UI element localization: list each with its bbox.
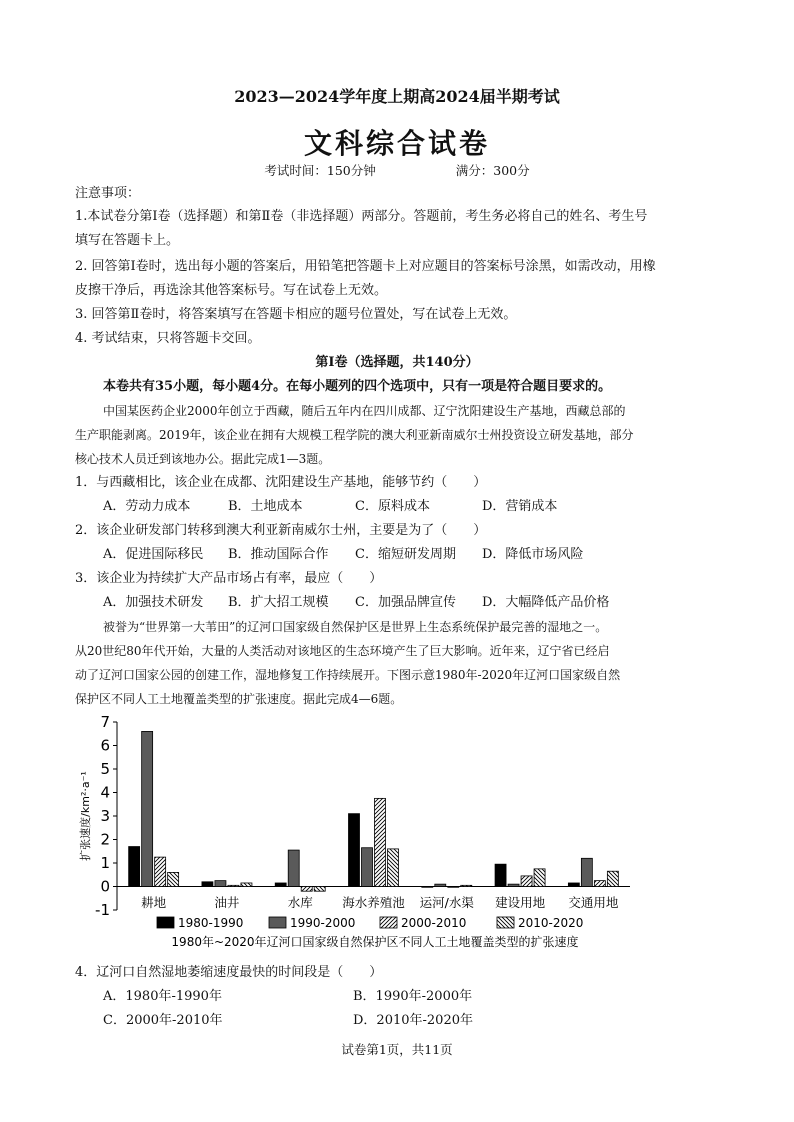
category-label: 交通用地: [568, 895, 619, 910]
exam-time: 考试时间：150分钟: [264, 163, 376, 178]
option: D．大幅降低产品价格: [482, 595, 610, 610]
question-stem: 3．该企业为持续扩大产品市场占有率，最应（ ）: [75, 571, 383, 586]
notice-line: 填写在答题卡上。: [75, 233, 180, 248]
notice-line: 1.本试卷分第Ⅰ卷（选择题）和第Ⅱ卷（非选择题）两部分。答题前，考生务必将自己的姓名、考生号: [75, 209, 648, 224]
question-stem: 2．该企业研发部门转移到澳大利亚新南威尔士州，主要是为了（ ）: [75, 523, 487, 538]
bar-1990-2000: [288, 850, 299, 886]
bar-2000-2010: [521, 876, 532, 887]
option: D．降低市场风险: [482, 547, 584, 562]
notice-line: 皮擦干净后，再选涂其他答案标号。写在试卷上无效。: [75, 283, 388, 298]
bar-1980-1990: [495, 864, 506, 886]
legend-swatch: [269, 917, 286, 928]
option: A．促进国际移民: [103, 547, 204, 562]
bar-1980-1990: [568, 883, 579, 887]
y-tick-label: 1: [100, 854, 110, 872]
y-tick-label: 6: [100, 736, 110, 755]
option: C．2000年-2010年: [103, 1013, 223, 1028]
chart-axes: [95, 713, 630, 919]
paper-title: 文科综合试卷: [303, 127, 490, 160]
legend-label: 2000-2010: [401, 916, 467, 930]
bar-1990-2000: [435, 884, 446, 886]
bar-2010-2020: [534, 869, 545, 887]
bar-2010-2020: [168, 872, 179, 886]
category-label: 建设用地: [495, 895, 546, 910]
bar-2010-2020: [241, 883, 252, 887]
question-stem: 4．辽河口自然湿地萎缩速度最快的时间段是（ ）: [75, 965, 383, 980]
bar-1990-2000: [362, 848, 373, 887]
bar-1980-1990: [202, 882, 213, 887]
category-label: 油井: [214, 895, 240, 910]
bar-1980-1990: [422, 887, 433, 888]
bar-2000-2010: [448, 887, 459, 888]
category-label: 耕地: [141, 895, 167, 910]
bar-2000-2010: [594, 881, 605, 887]
chart-category-labels: [141, 895, 619, 910]
bar-2000-2010: [228, 885, 239, 886]
y-tick-label: 4: [100, 783, 110, 802]
category-label: 运河/水渠: [419, 895, 474, 910]
bar-2010-2020: [607, 871, 618, 886]
option: B．推动国际合作: [228, 547, 329, 562]
exam-meta: [0, 162, 794, 180]
category-label: 水库: [287, 895, 313, 910]
option: C．原料成本: [355, 499, 430, 514]
passage-line: 被誉为“世界第一大苇田”的辽河口国家级自然保护区是世界上生态系统保护最完善的湿地之一。: [103, 620, 608, 634]
bar-1980-1990: [349, 814, 360, 887]
y-tick-label: 7: [100, 713, 110, 731]
question-stem: 1．与西藏相比，该企业在成都、沈阳建设生产基地，能够节约（ ）: [75, 475, 487, 490]
legend-swatch: [497, 917, 514, 928]
bar-1980-1990: [129, 847, 140, 887]
option: B．土地成本: [228, 499, 303, 514]
chart-title: 1980年~2020年辽河口国家级自然保护区不同人工土地覆盖类型的扩张速度: [171, 935, 579, 949]
section-instruction: 本卷共有35小题，每小题4分。在每小题列的四个选项中，只有一项是符合题目要求的。: [103, 379, 612, 394]
option: D．2010年-2020年: [353, 1013, 473, 1028]
option: D．营销成本: [482, 499, 558, 514]
chart-legend: [157, 916, 583, 930]
notice-line: 2. 回答第Ⅰ卷时，选出每小题的答案后，用铅笔把答题卡上对应题目的答案标号涂黑，如需改动，用橡: [75, 259, 656, 274]
bar-1980-1990: [275, 883, 286, 887]
passage-line: 核心技术人员迁到该地办公。据此完成1—3题。: [75, 452, 331, 466]
y-tick-label: 0: [100, 877, 110, 896]
passage-line: 中国某医药企业2000年创立于西藏，随后五年内在四川成都、辽宁沈阳建设生产基地，西藏总部的: [103, 404, 626, 418]
bar-1990-2000: [581, 858, 592, 886]
notice-line: 3. 回答第Ⅱ卷时，将答案填写在答题卡相应的题号位置处，写在试卷上无效。: [75, 307, 517, 322]
y-tick-label: -1: [95, 901, 110, 919]
legend-label: 1990-2000: [290, 916, 356, 930]
exam-title: 2023—2024学年度上期高2024届半期考试: [234, 87, 560, 106]
option: B．扩大招工规模: [228, 595, 329, 610]
chart-y-axis-label: 扩张速度/km²·a⁻¹: [79, 771, 92, 861]
y-tick-label: 2: [100, 830, 110, 849]
bar-2010-2020: [388, 849, 399, 887]
bar-2000-2010: [301, 887, 312, 892]
bar-2010-2020: [461, 885, 472, 886]
notice-line: 4. 考试结束，只将答题卡交回。: [75, 331, 261, 346]
option: A．劳动力成本: [103, 499, 191, 514]
bar-chart: [75, 710, 635, 960]
bar-1990-2000: [215, 881, 226, 887]
bar-1990-2000: [142, 731, 153, 886]
bar-2000-2010: [375, 798, 386, 886]
legend-label: 1980-1990: [178, 916, 244, 930]
option: A．加强技术研发: [103, 595, 204, 610]
passage-line: 生产职能剥离。2019年，该企业在拥有大规模工程学院的澳大利亚新南威尔士州投资设立研发基地，部分: [75, 428, 634, 442]
bar-2000-2010: [155, 857, 166, 886]
option: B．1990年-2000年: [353, 989, 473, 1004]
option: C．加强品牌宣传: [355, 595, 456, 610]
passage-line: 从20世纪80年代开始，大量的人类活动对该地区的生态环境产生了巨大影响。近年来，辽宁省已经启: [75, 644, 610, 658]
y-tick-label: 3: [100, 807, 110, 825]
page-footer: 试卷第1页，共11页: [341, 1042, 453, 1057]
category-label: 海水养殖池: [342, 895, 405, 910]
chart-bars: [129, 731, 619, 891]
notice-heading: 注意事项：: [75, 186, 141, 201]
exam-score: 满分：300分: [455, 163, 530, 178]
passage-line: 保护区不同人工土地覆盖类型的扩张速度。据此完成4—6题。: [75, 692, 403, 706]
passage-line: 动了辽河口国家公园的创建工作，湿地修复工作持续展开。下图示意1980年-2020年辽河口国家级自然: [75, 668, 621, 682]
legend-label: 2010-2020: [518, 916, 584, 930]
legend-swatch: [380, 917, 397, 928]
bar-1990-2000: [508, 884, 519, 886]
bar-2010-2020: [314, 887, 325, 892]
y-tick-label: 5: [100, 760, 110, 778]
legend-swatch: [157, 917, 174, 928]
section-title: 第Ⅰ卷（选择题，共140分）: [315, 355, 479, 370]
option: C．缩短研发周期: [355, 547, 456, 562]
option: A．1980年-1990年: [103, 989, 222, 1004]
